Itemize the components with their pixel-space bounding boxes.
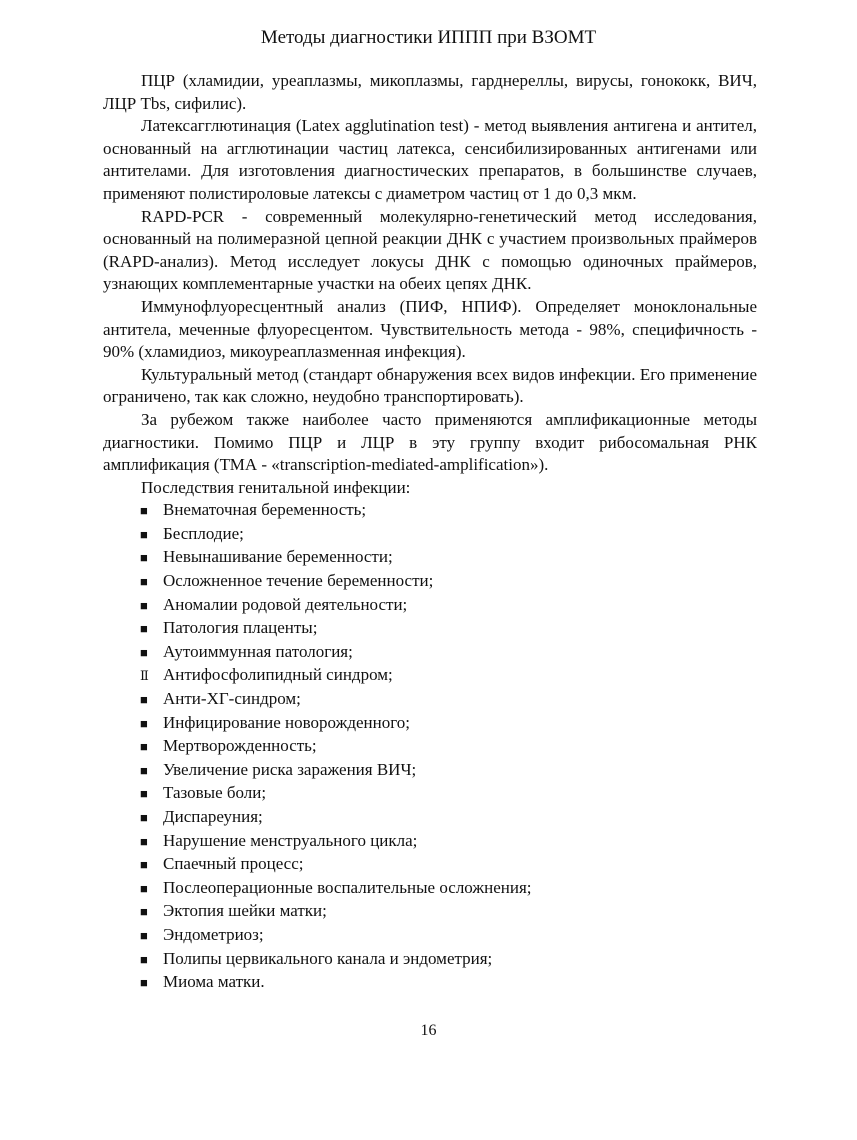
- list-item: [103, 759, 757, 783]
- square-bullet-icon: ■: [140, 597, 148, 613]
- list-item-text: Патология плаценты;: [163, 618, 318, 638]
- list-item-text: Невынашивание беременности;: [163, 547, 393, 567]
- list-item: [103, 924, 757, 948]
- paragraph-immunofluorescence: Иммунофлуоресцентный анализ (ПИФ, НПИФ). Определяет моноклональные антитела, меченные флуоресцентом. Чувствительность метода - 98%, специфичность - 90% (хламидиоз, микоуреаплазменная инфекция).: [103, 296, 757, 362]
- square-bullet-icon: ■: [140, 526, 148, 542]
- square-bullet-icon: ■: [140, 550, 148, 566]
- list-item-text: Аномалии родовой деятельности;: [163, 594, 408, 614]
- list-item: [103, 900, 757, 924]
- square-bullet-icon: ■: [140, 621, 148, 637]
- list-item: [103, 641, 757, 665]
- square-bullet-icon: ■: [140, 951, 148, 967]
- list-item-text: Внематочная беременность;: [163, 500, 367, 520]
- list-item: [103, 688, 757, 712]
- square-bullet-icon: ■: [140, 880, 148, 896]
- paragraph-latex-agglutination: Латексагглютинация (Latex agglutination test) - метод выявления антигена и антител, основанный на агглютинации частиц латекса, сенсибилизированных антигенами или антителами. Для изготовления диагностических препаратов, в большинстве случаев, применяют полистироловые латексы с диаметром частиц от 1 до 0,3 мкм.: [103, 116, 757, 203]
- list-item-text: Спаечный процесс;: [163, 854, 304, 874]
- square-bullet-icon: ■: [140, 810, 148, 825]
- list-item: [103, 806, 757, 830]
- list-item-text: Осложненное течение беременности;: [163, 571, 434, 591]
- square-bullet-icon: ■: [140, 927, 148, 943]
- list-item-text: Нарушение менструального цикла;: [163, 830, 418, 850]
- square-bullet-icon: ■: [140, 904, 148, 920]
- list-item-text: Диспареуния;: [163, 807, 263, 826]
- list-item-text: Увеличение риска заражения ВИЧ;: [163, 759, 417, 779]
- list-item-text: Полипы цервикального канала и эндометрия;: [163, 948, 493, 968]
- list-item: [103, 664, 757, 688]
- list-item-text: Эндометриоз;: [163, 924, 264, 944]
- list-item: [103, 971, 757, 995]
- square-bullet-icon: ■: [140, 644, 148, 660]
- list-item: [103, 570, 757, 594]
- page-body: [103, 70, 757, 995]
- square-bullet-icon: ■: [140, 739, 148, 755]
- consequences-heading: Последствия генитальной инфекции:: [141, 477, 411, 497]
- square-bullet-icon: ■: [140, 503, 148, 519]
- list-item-text: Миома матки.: [163, 972, 265, 992]
- square-bullet-icon: ■: [140, 857, 148, 873]
- list-item-text: Анти-ХГ-синдром;: [163, 689, 301, 709]
- list-item: [103, 877, 757, 901]
- square-bullet-icon: ■: [140, 715, 148, 731]
- paragraph-pcr: ПЦР (хламидии, уреаплазмы, микоплазмы, гарднереллы, вирусы, гонококк, ВИЧ, ЛЦР Tbs, сифилис).: [103, 71, 757, 113]
- list-item: [103, 523, 757, 547]
- square-bullet-icon: ■: [140, 833, 148, 849]
- list-item: [103, 782, 757, 806]
- list-item-text: Аутоиммунная патология;: [163, 641, 353, 661]
- page-header-title: Методы диагностики ИППП при ВЗОМТ: [260, 27, 597, 48]
- list-item: [103, 735, 757, 759]
- list-item-text: Мертворожденность;: [163, 736, 317, 756]
- list-item: [103, 546, 757, 570]
- list-item: [103, 948, 757, 972]
- square-bullet-icon: ■: [140, 692, 148, 708]
- square-bullet-icon: ■: [140, 762, 148, 778]
- list-item: [103, 499, 757, 523]
- paragraph-amplification-methods: За рубежом также наиболее часто применяются амплификационные методы диагностики. Помимо ПЦР и ЛЦР в эту группу входит рибосомальная РНК амплификация (ТМА - «transcription-mediated-amplification»).: [103, 409, 757, 475]
- square-bullet-icon: ■: [140, 574, 148, 590]
- list-item: [103, 617, 757, 641]
- consequences-list: [103, 499, 757, 994]
- square-bullet-icon: ■: [140, 975, 148, 991]
- page-number: 16: [420, 1022, 437, 1039]
- paragraph-culture-method: Культуральный метод (стандарт обнаружения всех видов инфекции. Его применение ограничено, так как сложно, неудобно транспортировать).: [103, 364, 757, 407]
- list-item-text: Бесплодие;: [163, 523, 244, 543]
- list-item-text: Эктопия шейки матки;: [163, 901, 327, 921]
- square-bullet-icon: Ⅱ: [140, 668, 149, 684]
- list-item-text: Послеоперационные воспалительные осложнения;: [163, 877, 532, 897]
- list-item-text: Тазовые боли;: [163, 783, 267, 803]
- paragraph-rapd-pcr: RAPD-PCR - современный молекулярно-генетический метод исследования, основанный на полимеразной цепной реакции ДНК с участием произвольных праймеров (RAPD-анализ). Метод исследует локусы ДНК с помощью одиночных праймеров, узнающих комплементарные участки на обеих цепях ДНК.: [103, 206, 757, 294]
- list-item: [103, 712, 757, 736]
- square-bullet-icon: ■: [140, 786, 148, 802]
- list-item: [103, 830, 757, 854]
- list-item: [103, 853, 757, 877]
- list-item-text: Инфицирование новорожденного;: [163, 712, 411, 732]
- list-item: [103, 594, 757, 618]
- list-item-text: Антифосфолипидный синдром;: [163, 665, 393, 685]
